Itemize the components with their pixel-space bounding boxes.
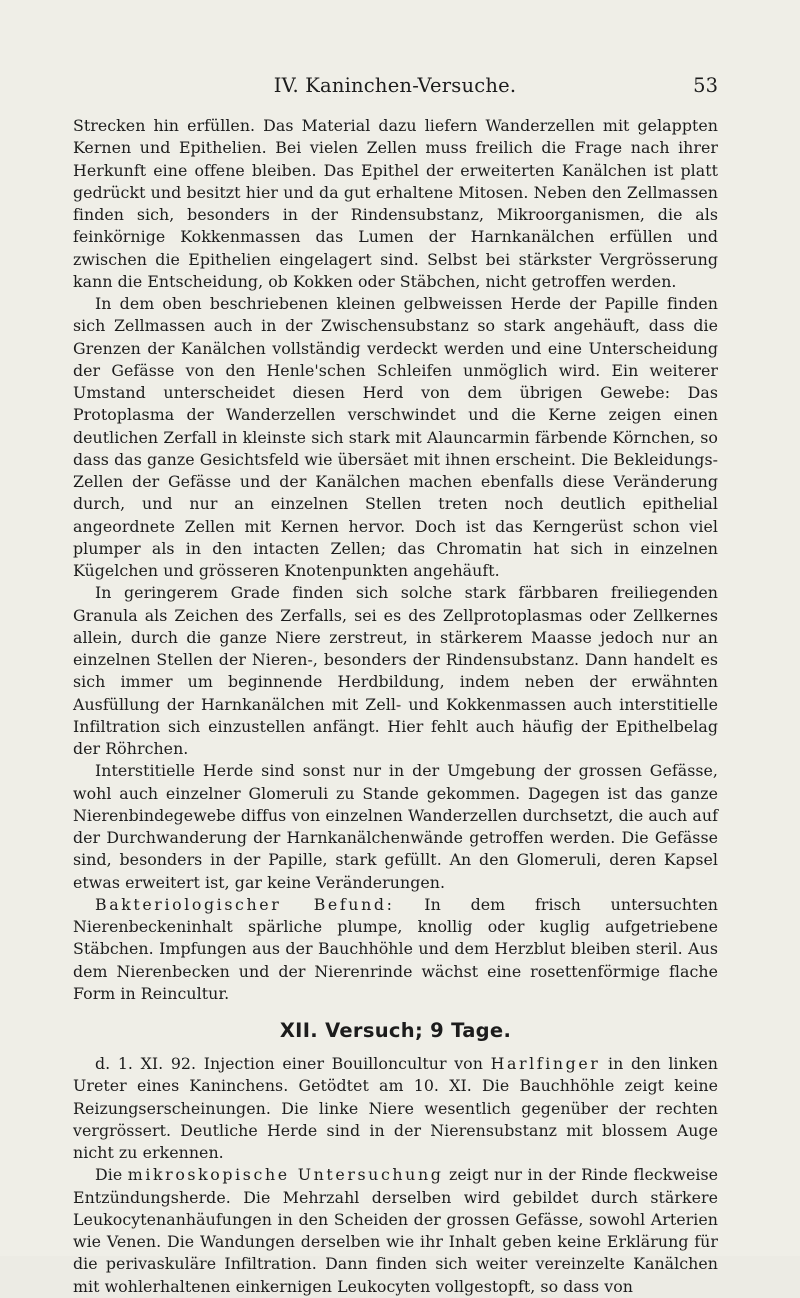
paragraph [73, 1053, 718, 1164]
paragraph-text: In dem frisch untersuchten Nierenbeckeninhalt spärliche plumpe, knollig oder kuglig aufgetriebene Stäbchen. Impfungen aus der Bauchhöhle und dem Herzblut bleiben steril. Aus dem Nierenbecken und der Nierenrinde wächst eine rosettenförmige flache Form in Reincultur. [73, 894, 718, 1003]
paragraph-text: in den linken Ureter eines Kaninchens. Getödtet am 10. XI. Die Bauchhöhle zeigt keine Reizungserscheinungen. Die linke Niere wesentlich gegenüber der rechten vergrössert. Deutliche Herde sind in der Nierensubstanz mit blossem Auge nicht zu erkennen. [73, 1054, 719, 1162]
running-header [72, 74, 718, 104]
page-number: 53 [693, 74, 718, 97]
paragraph: In geringerem Grade finden sich solche stark färbbaren freiliegenden Granula als Zeichen des Zerfalls, sei es des Zellprotoplasmas oder Zellkernes allein, durch die ganze Niere zerstreut, in stärkerem Maasse jedoch nur an einzelnen Stellen der Nieren-, besonders der Rindensubstanz. Dann handelt es sich immer um beginnende Herdbildung, indem neben der erwähnten Ausfüllung der Harnkanälchen mit Zell- und Kokkenmassen auch interstitielle Infiltration sich einzustellen anfängt. Hier fehlt auch häufig der Epithelbelag der Röhrchen. [73, 583, 718, 758]
paragraph-text: zeigt nur in der Rinde fleckweise Entzündungsherde. Die Mehrzahl derselben wird gebildet durch stärkere Leukocytenanhäufungen in den Scheiden der grossen Gefässe, sowohl Arterien wie Venen. Die Wandungen derselben wie ihr Inhalt geben keine Erklärung für die perivaskuläre Infiltration. Dann finden sich weiter vereinzelte Kanälchen mit wohlerhaltenen einkernigen Leukocyten vollgestopft, so dass von [73, 1165, 719, 1296]
paragraph-text: d. 1. XI. 92. Injection einer Bouilloncultur von [95, 1054, 491, 1073]
body-text [73, 115, 718, 1298]
paragraph: Interstitielle Herde sind sonst nur in der Umgebung der grossen Gefässe, wohl auch einzelner Glomeruli zu Stande gekommen. Dagegen ist das ganze Nierenbindegewebe diffus von einzelnen Wanderzellen durchsetzt, die auch auf der Durchwanderung der Harnkanälchenwände getroffen werden. Die Gefässe sind, besonders in der Papille, stark gefüllt. An den Glomeruli, deren Kapsel etwas erweitert ist, gar keine Veränderungen. [73, 761, 718, 892]
paragraph [73, 894, 718, 1005]
section-heading: XII. Versuch; 9 Tage. [279, 1019, 512, 1042]
spaced-emphasis: Bakteriologischer Befund: [95, 894, 395, 914]
paragraph [73, 1164, 718, 1298]
paragraph: In dem oben beschriebenen kleinen gelbweissen Herde der Papille finden sich Zellmassen auch in der Zwischensubstanz so stark angehäuft, dass die Grenzen der Kanälchen vollständig verdeckt werden und eine Unterscheidung der Gefässe von den Henle'schen Schleifen unmöglich wird. Ein weiterer Umstand unterscheidet diesen Herd von dem übrigen Gewebe: Das Protoplasma der Wanderzellen verschwindet und die Kerne zeigen einen deutlichen Zerfall in kleinste sich stark mit Alauncarmin färbende Körnchen, so dass das ganze Gesichtsfeld wie übersäet mit ihnen erscheint. Die Bekleidungs-Zellen der Gefässe und der Kanälchen machen ebenfalls diese Veränderung durch, und nur an einzelnen Stellen treten noch deutlich epithelial angeordnete Zellen mit Kernen hervor. Doch ist das Kerngerüst schon viel plumper als in den intacten Zellen; das Chromatin hat sich in einzelnen Kügelchen und grösseren Knotenpunkten angehäuft. [73, 294, 718, 580]
running-title: IV. Kaninchen-Versuche. [273, 74, 517, 97]
spaced-emphasis: Harlfinger [490, 1054, 601, 1073]
spaced-emphasis: mikroskopische Untersuchung [127, 1165, 444, 1185]
paragraph-text: Die [95, 1165, 128, 1185]
paragraph: Strecken hin erfüllen. Das Material dazu liefern Wanderzellen mit gelappten Kernen und Epithelien. Bei vielen Zellen muss freilich die Frage nach ihrer Herkunft eine offene bleiben. Das Epithel der erweiterten Kanälchen ist platt gedrückt und besitzt hier und da gut erhaltene Mitosen. Neben den Zellmassen finden sich, besonders in der Rindensubstanz, Mikroorganismen, die als feinkörnige Kokkenmassen das Lumen der Harnkanälchen erfüllen und zwischen die Epithelien eingelagert sind. Selbst bei stärkster Vergrösserung kann die Entscheidung, ob Kokken oder Stäbchen, nicht getroffen werden. [73, 116, 718, 291]
